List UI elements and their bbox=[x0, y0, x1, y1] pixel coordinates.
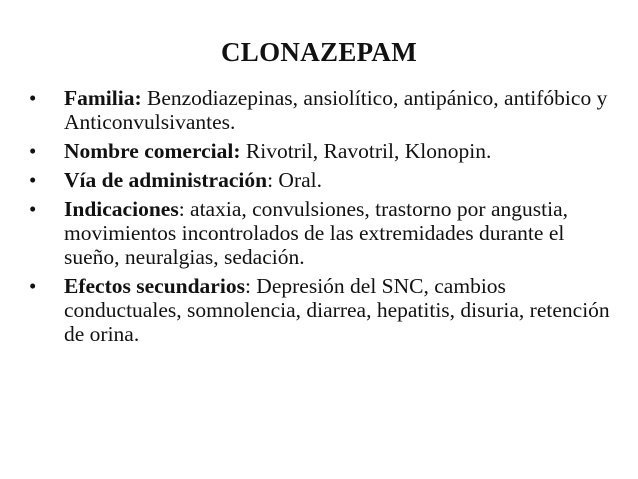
bullet-term: Vía de administración bbox=[64, 168, 268, 192]
bullet-nombre-comercial bbox=[26, 139, 616, 163]
bullet-familia bbox=[26, 86, 616, 134]
bullet-term: Efectos secundarios bbox=[64, 274, 245, 298]
bullet-icon: • bbox=[29, 139, 37, 163]
bullet-icon: • bbox=[29, 168, 37, 192]
bullet-text: Benzodiazepinas, ansiolítico, antipánico, antifóbico y Anticonvulsivantes. bbox=[64, 86, 608, 134]
bullet-text: : Oral. bbox=[267, 168, 323, 192]
bullet-term: Nombre comercial: bbox=[64, 139, 241, 163]
bullet-text: : Depresión del SNC, cambios conductuales, somnolencia, diarrea, hepatitis, disuria, retención de orina. bbox=[64, 274, 610, 346]
bullet-list bbox=[26, 86, 616, 351]
bullet-indicaciones bbox=[26, 197, 616, 269]
bullet-term: Indicaciones bbox=[64, 197, 179, 221]
bullet-icon: • bbox=[29, 86, 37, 110]
slide-title: CLONAZEPAM bbox=[221, 37, 417, 67]
bullet-icon: • bbox=[29, 197, 37, 221]
bullet-via-administracion bbox=[26, 168, 616, 192]
bullet-text: Rivotril, Ravotril, Klonopin. bbox=[240, 139, 492, 163]
bullet-efectos-secundarios bbox=[26, 274, 616, 346]
bullet-text: : ataxia, convulsiones, trastorno por angustia, movimientos incontrolados de las extremidades durante el sueño, neuralgias, sedación. bbox=[64, 197, 568, 269]
bullet-icon: • bbox=[29, 274, 37, 298]
bullet-term: Familia: bbox=[64, 86, 142, 110]
